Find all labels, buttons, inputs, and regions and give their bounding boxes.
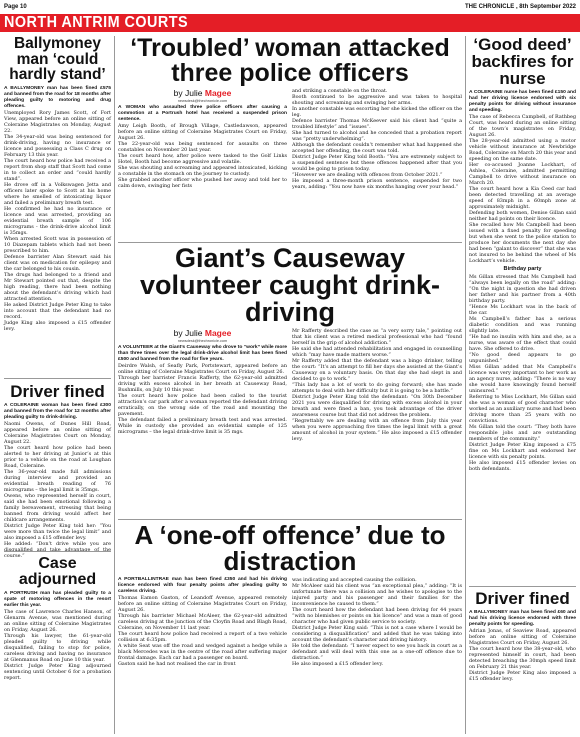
paragraph: Ms Gillan told the court: “They both have responsible jobs and are outstanding members of the community.” (469, 424, 576, 442)
paragraph: Through his lawyer, the 61-year-old pleaded guilty to driving while disqualified, failing to stop for police, careless driving and having no insurance at Glenmanus Road on June 10 this year. (4, 633, 111, 663)
headline: ‘Good deed’ backfires for nurse (471, 35, 574, 88)
story-body-right (292, 88, 462, 190)
story-body (4, 403, 111, 559)
paragraph: The defendant failed a preliminary breath test and was arrested. While in custody she provided an evidential sample of 125 micrograms – the legal drink-drive limit is 35 mgs. (118, 417, 287, 435)
story-body-left (118, 105, 287, 189)
paragraph: Amy Leigh Booth, of Brough Village, Castledawson, appeared before an online sitting of Coleraine Magistrates Court on Friday, August 26. (118, 123, 287, 141)
paragraph: He imposed a three-month prison sentence, suspended for two years, adding: “You now have six months hanging over your head.” (292, 178, 462, 190)
paragraph: “He had no insulin with him and she, as a nurse, was aware of the effect that could have. She offered to drive. (469, 334, 576, 352)
paragraph: District Judge Peter King also imposed a £15 offender levy. (469, 670, 576, 682)
headline: A ‘one-off offence’ due to distraction (134, 520, 446, 576)
paragraph: “However we are dealing with offences from October 2021.” (292, 172, 443, 178)
paragraph: “No good deed appears to go unpunished.” (469, 352, 576, 364)
paragraph: Judge King also imposed a £15 offender levy. (4, 319, 111, 332)
paragraph: Unemployed Rory James Scott, of Fort View, appeared before an online sitting of Coleraine Magistrates on Monday, August 22. (4, 109, 111, 134)
paragraph: A PORTBALLINTRAE man has been fined £350 and had his driving licence endorsed with four penalty points after pleading guilty to careless driving. (118, 577, 287, 594)
byline: by Julie Magee (173, 88, 232, 98)
paragraph: He asked District Judge Peter King to take into account that the defendant had no record. (4, 301, 111, 320)
story-body-left (118, 577, 287, 667)
story-giants-causeway (118, 245, 462, 517)
story-driver-fined (4, 382, 111, 559)
paragraph: The court heard how police had been alerted to her driving at Junior’s at this prior to a vehicle on the road at Loughan Road, Coleraine. (4, 445, 111, 469)
paragraph: He drove off in a Volkswagen Jetta and officers later spoke to Scott at his home where he smelled of intoxicating liquor and failed a preliminary breath test. (4, 181, 111, 206)
paragraph: The court heard how the 38-year-old, who represented himself in court, had been detected breaching the 30mph speed limit on February 21 this year. (469, 646, 576, 670)
paragraph: The court heard how a Kia Ceed car had been detected travelling at an average speed of 83mph in a 60mph zone at approximately midnight. (469, 186, 576, 210)
story-one-off (118, 522, 462, 734)
page-header (0, 0, 580, 14)
story-body (4, 86, 111, 332)
paragraph: District Judge Peter King said: “This is not a case where I would be considering a disqualification” and added that he was taking into account the defendant’s character and driving history. (292, 625, 462, 643)
paragraph: Defence barrister Thomas McKeever said his client had “quite a troubled lifestyle” and “issues”. (292, 118, 462, 130)
story-body (4, 591, 111, 681)
headline: Giant’s Causeway volunteer caught drink-driving (139, 243, 441, 327)
paragraph: Adrian Jonas, of Seaview Road, appeared before an online sitting of Coleraine Magistrates Court on Friday, August 26. (469, 628, 576, 646)
paragraph: District Judge Peter King told the defendant: “On 30th December 2021 you were disqualified for driving with excess alcohol in your breath and were fined a ban, you took advantage of the driver awareness course but that did not address the problem. (292, 394, 462, 418)
paragraph: Ms Campbell’s father has a serious diabetic condition and was running slightly late. (469, 316, 576, 334)
paragraph: Miss Gillan added that Ms Campbell’s licence was very important to her work as an agency nurse, adding: “There is no way she would have knowingly found herself uninsured.” (469, 364, 576, 394)
paragraph: A COLERAINE woman has been fined £300 and banned from the road for 12 months after pleading guilty to drink-driving. (4, 403, 111, 420)
section-title: NORTH ANTRIM COURTS (4, 14, 189, 31)
story-body-left (118, 345, 287, 435)
paragraph: The court heard how the defendant had been driving for 44 years “with no blemishes or points on his licence” and was a man of good character who had given public service to society. (292, 607, 462, 625)
paragraph: Through her barrister Francis Rafferty, the 62-year-old admitted driving with excess alcohol in her breath at Causeway Road, Bushmills, on July 10 this year. (118, 375, 287, 393)
paragraph: A VOLUNTEER at the Giant’s Causeway who drove to “work” while more than three times over the legal drink-drive alcohol limit has been fined £500 and banned from the road for five years. (118, 345, 287, 362)
paragraph: The court heard how police had been called to the tourist attraction’s car park after a woman reported the defendant driving erratically, on the wrong side of the road and mounting the pavement. (118, 393, 287, 417)
paragraph: Defence barrister Alan Stewart said his client was on medication for epilepsy and the car belonged to his cousin. (4, 253, 111, 272)
paragraph: She grabbed another officer who pushed her away and told her to calm down, swinging her fists (118, 177, 287, 189)
paragraph: Through his barrister Michael McAleer, the 62-year-old admitted careless driving at the junction of the Cloyfin Road and Blagh Road, Coleraine, on November 11 last year. (118, 613, 287, 631)
paragraph: The court heard how police had received a report from shop staff that Scott had come in to collect an order and “could hardly stand”. (4, 157, 111, 182)
paragraph: The case of Rebecca Campbell, of Rathbeg Court, was heard during an online sitting of the town’s magistrates on Friday, August 26. (469, 114, 576, 138)
paragraph: When arrested Scott was in possession of 10 Diazepam tablets which had not been prescribed to him. (4, 235, 111, 254)
paragraph: The 28-year-old admitted using a motor vehicle without insurance at Newbridge Road, Coleraine on March 20 this year and speeding on the same date. (469, 138, 576, 162)
paragraph: A PORTRUSH man has pleaded guilty to a spate of motoring offences in the resort earlier this year. (4, 591, 111, 608)
headline: Driver fined (10, 382, 105, 401)
paragraph: District Judge Peter King imposed a £75 fine on Ms Lockhart and endorsed her licence with six penalty points. (469, 442, 576, 460)
paragraph: Mr Rafferty described the case as “a very sorry tale,” pointing out that his client was a retired medical professional who had “found herself in the grip of alcohol addiction.” (292, 328, 462, 346)
paragraph: Deirdre Walsh, of Seafly Park, Portstewart, appeared before an online sitting of Coleraine Magistrates Court on Friday, August 26. (118, 363, 287, 375)
headline: Ballymoney man ‘could hardly stand’ (9, 35, 106, 83)
paragraph: A BALLYMONEY man has been fined £575 and banned from the road for 18 months after pleading guilty to motoring and drug offences. (4, 85, 111, 109)
paragraph: She recalled how Ms Campbell had been issued with a fixed penalty for speeding but when she went to the police station to produce her documents the next day she had been “galant to discover” that she was not insured to be behind the wheel of Ms Lockhart’s vehicle. (469, 222, 576, 264)
story-good-deed (469, 36, 576, 584)
paragraph: Mr Rafferty added that the defendant was a bingo drinker, telling the court: “It’s an attempt to fill her days she assisted at the Giant’s Causeway on a voluntary basis. On that day she had slept in and decided to go to work.” (292, 358, 462, 382)
paragraph: and striking a constable on the throat. (292, 88, 388, 94)
paragraph: A white Seat was off the road and wedged against a hedge while a black Mercedes was in the centre of the road after suffering major frontal damage. Each car had a passenger on board. (118, 643, 287, 661)
story-body-right (292, 328, 462, 442)
author-email: newsdesk@thechronicle.com (177, 99, 228, 103)
paragraph: She had turned to alcohol and he conceded that a probation report was “pretty underwhelming”. (292, 130, 462, 142)
headline: Driver fined (475, 589, 570, 608)
byline: by Julie Magee (173, 328, 232, 338)
story-body (469, 610, 576, 682)
paragraph: Defending both women, Denise Gillan said neither had points on their licence. (469, 210, 576, 222)
paragraph: He confirmed he had no insurance or licence and was arrested, providing an evidential breath sample of 106 micrograms - the drink-drive alcohol limit is 35mgs. (4, 205, 111, 236)
paragraph: He also imposed £15 offender levies on both defendants. (469, 460, 576, 472)
paragraph: Referring to Miss Lockhart, Ms Gillan said she was a woman of good character who worked as an auxiliary nurse and had been driving more than 25 years with no convictions. (469, 394, 576, 424)
paragraph: Naomi Owens, of Dunes Hill Road, appeared before an online sitting of Coleraine Magistrates Court on Monday, August 22. (4, 421, 111, 445)
paragraph: District Judge Peter King told her: “You were more than twice the legal limit” and also imposed a £15 offender levy. (4, 523, 111, 541)
paragraph: She was shouting and screaming and appeared intoxicated, kicking a constable in the stomach on the journey to custody. (118, 165, 287, 177)
headline: Case adjourned (18, 555, 97, 588)
paragraph: Gaston said he had not realised the car in front (118, 661, 236, 667)
paragraph: The 36-year-old made full admissions during interview and provided an evidential breath reading of 76 micrograms – the legal limit is 35mgs. (4, 469, 111, 493)
page-number: Page 10 (4, 4, 27, 10)
paragraph: The drugs had belonged to a friend and Mr Stewart pointed out that, despite the high reading, there had been nothing about the defendant’s driving which had attracted attention. (4, 271, 111, 302)
paragraph: He added: “Don’t drive while you are disqualified and take advantage of the course.” (4, 541, 111, 559)
paragraph: He said she had attended rehabilitation and engaged in counselling which “may have made matters worse.” (292, 346, 462, 358)
paragraph: Booth continued to be aggressive and was taken to hospital shouting and screaming and swinging her arms. (292, 94, 462, 106)
paragraph: District Judge Peter King adjourned sentencing until October 6 for a probation report. (4, 663, 111, 681)
paragraph: Although the defendant couldn’t remember what had happened she accepted her offending, the court was told. (292, 142, 462, 154)
paragraph: The court heard how police had received a report of a two vehicle collision at 6:35pm. (118, 631, 287, 643)
paragraph: “This lady has a lot of work to do going forward; she has made attempts to deal with her difficulty but it is going to be a battle.” (292, 382, 462, 394)
story-troubled (118, 36, 462, 240)
headline: ‘Troubled’ woman attacked three police officers (130, 34, 450, 87)
paragraph: A BALLYMONEY man has been fined £60 and had his driving licence endorsed with three penalty points for speeding. (469, 610, 576, 627)
paragraph: “Hence Ms Lockhart was in the back of the car. (469, 304, 576, 316)
section-banner (0, 14, 580, 32)
paragraph: A COLERAINE nurse has been fined £150 and had her driving licence endorsed with six penalty points for driving without insurance and speeding. (469, 90, 576, 113)
paragraph: was indicating and accepted causing the collision. (292, 577, 417, 583)
paragraph: Her co-accused Joanne Lockhart, of Ashlea, Coleraine, admitted permitting Campbell to drive without insurance on March 20. (469, 162, 576, 186)
subheading: Birthday party (503, 266, 542, 272)
paragraph: The 34-year-old was being sentenced for drink-driving, having no insurance or licence and possessing a Class C drug on February 13 this year. (4, 133, 111, 158)
paragraph: District Judge Peter King told Booth: “You are extremely subject to a suspended sentence but these offences happened after that you would be going to prison today. (292, 154, 462, 172)
author-email: newsdesk@thechronicle.com (177, 339, 228, 343)
paragraph: Thomas Eamon Gaston, of Leandoff Avenue, appeared remotely before an online sitting of Coleraine Magistrates Court on Friday, August 26. (118, 595, 287, 613)
paragraph: Owens, who represented herself in court, said she had been emotional following a family bereavement, stressing that being banned from driving would affect her childcare arrangements. (4, 493, 111, 523)
story-case-adjourned (4, 556, 111, 734)
paragraph: A WOMAN who assaulted three police officers after causing a commotion at a Portrush hotel has received a suspended prison sentence. (118, 105, 287, 122)
paragraph: He told the defendant: “I never expect to see you back in court as a defendant and will deal with this one as a one-off offence due to distraction.” (292, 643, 462, 661)
story-driver-fined-2 (469, 590, 576, 734)
paragraph: The court heard how, after police were tasked to the Golf Links Hotel, Booth had become aggressive and volatile. (118, 153, 287, 165)
paragraph: Ms Gillan stressed that Ms Campbell had “always been legally on the road” adding: “On the night in question she had driven her father and his partner from a 40th birthday party. (469, 274, 576, 304)
story-body (469, 90, 576, 472)
story-ballymoney (4, 36, 111, 376)
paragraph: The case of Lawrence Charles Hanson, of Glenarm Avenue, was mentioned during an online sitting of Coleraine Magistrates on Friday, August 26. (4, 609, 111, 633)
paragraph: The 22-year-old was being sentenced for assaults on three constables on November 20 last year. (118, 141, 287, 153)
paragraph: Mr McAleer said his client was “an exceptional plea,” adding: “It is unfortunate there was a collision and he wishes to apologise to the injured party and his passenger and their families for the inconvenience he caused to them.” (292, 583, 462, 607)
paragraph: “Regrettably we are dealing with an offence from July this year when you were approaching five times the legal limit with a great amount of alcohol in your system.” He also imposed a £15 offender levy. (292, 418, 462, 442)
paragraph: He also imposed a £15 offender levy. (292, 661, 384, 667)
paper-date: THE CHRONICLE , 8th September 2022 (464, 4, 576, 10)
story-body-right (292, 577, 462, 667)
paragraph: In another constable was escorting her she kicked the officer on the leg. (292, 106, 462, 118)
